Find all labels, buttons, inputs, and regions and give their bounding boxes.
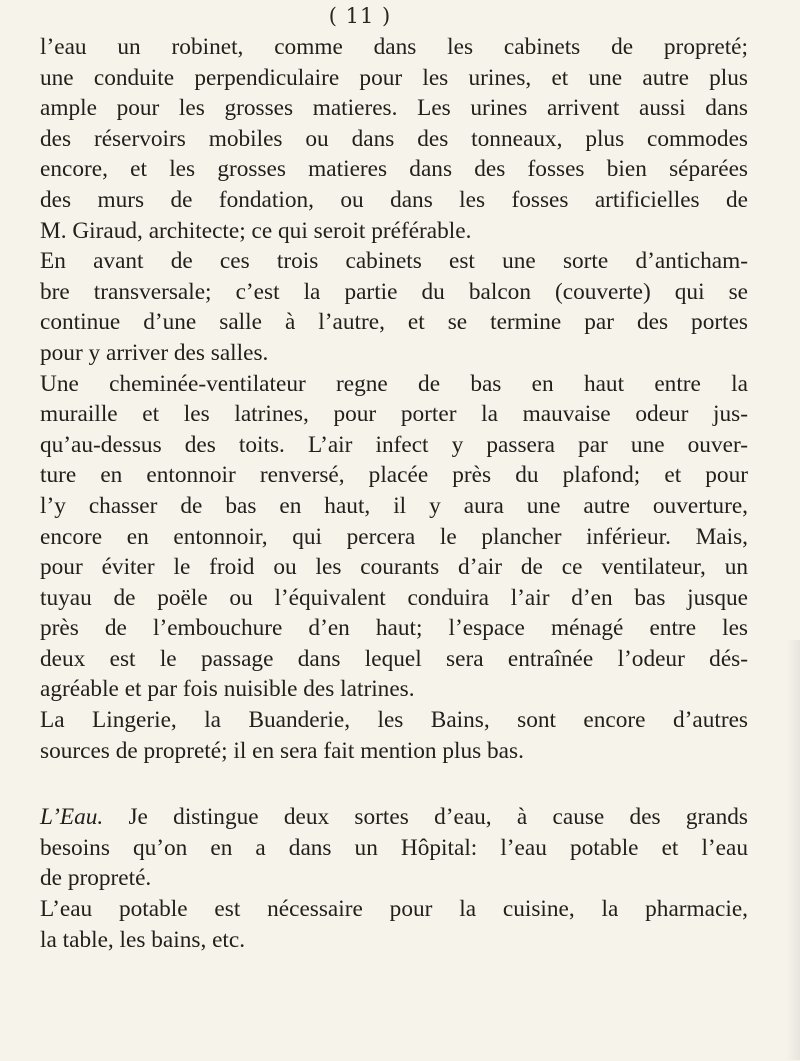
text-line [40, 802, 748, 833]
text-line: près de l’embouchure d’en haut; l’espace ménagé entre les [40, 615, 748, 642]
text-line: l’eau un robinet, comme dans les cabinets de propreté; [40, 34, 748, 60]
text-line: La Lingerie, la Buanderie, les Bains, sont encore d’autres [40, 707, 748, 734]
paragraph-eau-potable [40, 894, 748, 955]
section-heading: L’Eau. [40, 804, 104, 831]
text-line: qu’au-dessus des toits. L’air infect y passera par une ouver- [40, 431, 748, 458]
paragraph-ventilateur [40, 369, 748, 706]
text-line: pour y arriver des salles. [40, 339, 269, 366]
text-run: Je distingue deux sortes d’eau, à cause des grands [128, 804, 748, 831]
text-line: l’y chasser de bas en haut, il y aura une autre ouverture, [40, 492, 748, 519]
text-line: M. Giraud, architecte; ce qui seroit préférable. [40, 217, 472, 244]
text-line: tuyau de poële ou l’équivalent conduira l’air d’en bas jusque [40, 584, 748, 611]
text-line: de propreté. [40, 865, 152, 892]
text-line: besoins qu’on en a dans un Hôpital: l’eau potable et l’eau [40, 834, 748, 861]
text-line: bre transversale; c’est la partie du balcon (couverte) qui se [40, 278, 748, 305]
page-number: ( 11 ) [328, 4, 392, 28]
text-line: pour éviter le froid ou les courants d’air de ce ventilateur, un [40, 554, 748, 581]
text-line: des murs de fondation, ou dans les fosses artificielles de [40, 186, 748, 213]
text-line: L’eau potable est nécessaire pour la cuisine, la pharmacie, [40, 896, 748, 923]
text-line: sources de propreté; il en sera fait mention plus bas. [40, 737, 524, 764]
text-line: la table, les bains, etc. [40, 926, 246, 953]
text-line: encore en entonnoir, qui percera le plancher inférieur. Mais, [40, 523, 748, 550]
text-line: des réservoirs mobiles ou dans des tonneaux, plus commodes [40, 125, 748, 152]
page-edge-shadow [786, 640, 800, 1060]
text-line: En avant de ces trois cabinets est une sorte d’anticham- [40, 248, 748, 275]
paragraph-latrines-conduits [40, 32, 748, 246]
paragraph-lingerie [40, 705, 748, 766]
paragraph-antichambre [40, 246, 748, 368]
text-line: ample pour les grosses matieres. Les urines arrivent aussi dans [40, 95, 748, 122]
page-body [40, 32, 748, 955]
text-line: muraille et les latrines, pour porter la mauvaise odeur jus- [40, 401, 748, 428]
text-line: une conduite perpendiculaire pour les urines, et une autre plus [40, 64, 748, 91]
paragraph-eau [40, 802, 748, 894]
section-spacer [40, 766, 748, 802]
text-line: agréable et par fois nuisible des latrines. [40, 676, 415, 703]
text-line: deux est le passage dans lequel sera entraînée l’odeur dés- [40, 645, 748, 672]
text-line: continue d’une salle à l’autre, et se termine par des portes [40, 309, 748, 336]
text-line: Une cheminée-ventilateur regne de bas en haut entre la [40, 370, 748, 397]
text-line: ture en entonnoir renversé, placée près du plafond; et pour [40, 462, 748, 489]
text-line: encore, et les grosses matieres dans des fosses bien séparées [40, 156, 748, 183]
